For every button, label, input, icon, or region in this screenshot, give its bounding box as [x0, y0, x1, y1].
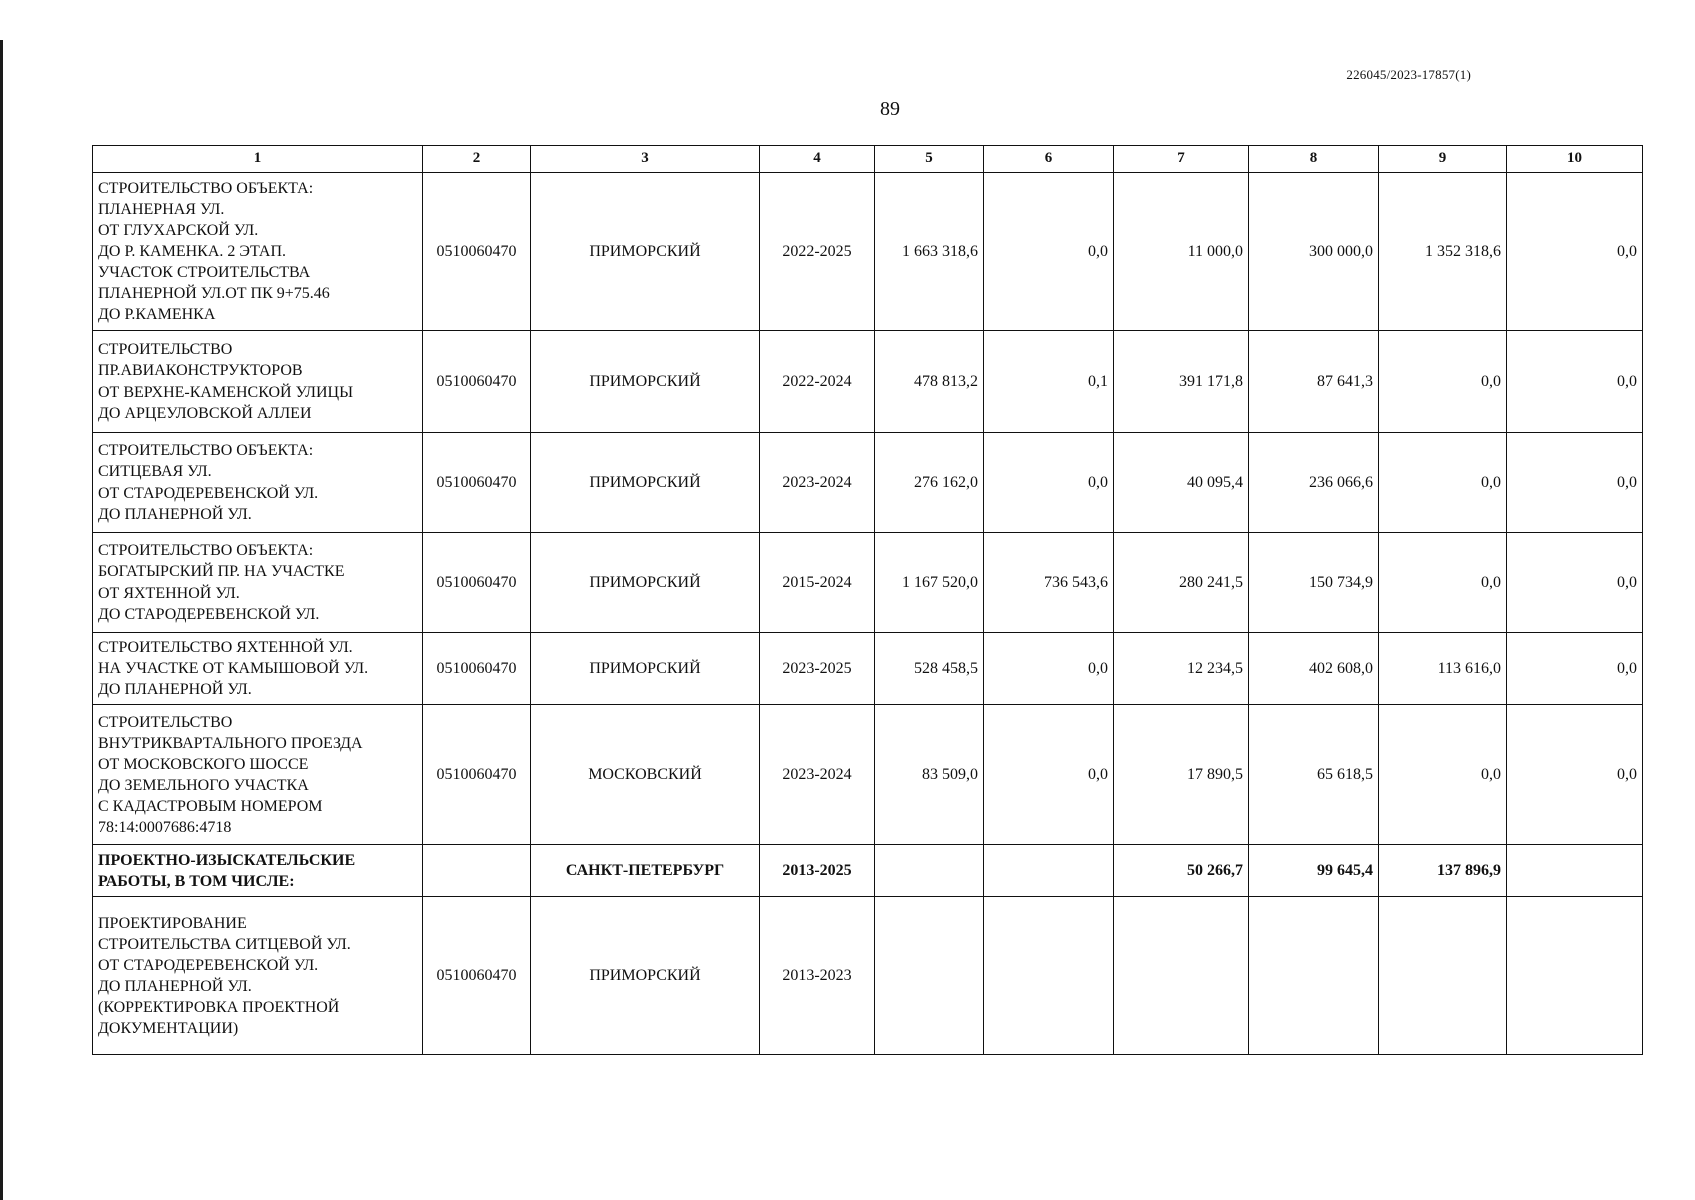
value-col8: 99 645,4: [1249, 845, 1379, 897]
value-col6: 0,0: [984, 705, 1114, 845]
header-cell: 6: [984, 146, 1114, 173]
value-col10: 0,0: [1507, 433, 1643, 533]
header-cell: 2: [423, 146, 531, 173]
district: ПРИМОРСКИЙ: [531, 633, 760, 705]
period: 2022-2025: [760, 173, 875, 331]
value-col10: [1507, 897, 1643, 1055]
value-col9: 1 352 318,6: [1379, 173, 1507, 331]
table-row: [93, 331, 1643, 433]
header-cell: 4: [760, 146, 875, 173]
value-col7: 40 095,4: [1114, 433, 1249, 533]
value-col8: 402 608,0: [1249, 633, 1379, 705]
value-col6: 0,0: [984, 433, 1114, 533]
table-row: [93, 173, 1643, 331]
header-cell: 5: [875, 146, 984, 173]
value-col6: 0,0: [984, 173, 1114, 331]
value-col5: 478 813,2: [875, 331, 984, 433]
page-number: 89: [880, 98, 900, 120]
header-cell: 7: [1114, 146, 1249, 173]
header-cell: 10: [1507, 146, 1643, 173]
period: 2023-2024: [760, 705, 875, 845]
table-row: [93, 533, 1643, 633]
value-col7: 17 890,5: [1114, 705, 1249, 845]
table-row: [93, 897, 1643, 1055]
header-cell: 9: [1379, 146, 1507, 173]
value-col9: [1379, 897, 1507, 1055]
value-col8: 87 641,3: [1249, 331, 1379, 433]
table-row: [93, 845, 1643, 897]
value-col5: 276 162,0: [875, 433, 984, 533]
object-name: СТРОИТЕЛЬСТВО ЯХТЕННОЙ УЛ. НА УЧАСТКЕ ОТ КАМЫШОВОЙ УЛ. ДО ПЛАНЕРНОЙ УЛ.: [93, 633, 423, 705]
value-col7: 12 234,5: [1114, 633, 1249, 705]
header-cell: 1: [93, 146, 423, 173]
district: ПРИМОРСКИЙ: [531, 173, 760, 331]
value-col6: 0,0: [984, 633, 1114, 705]
object-name: ПРОЕКТНО-ИЗЫСКАТЕЛЬСКИЕ РАБОТЫ, В ТОМ ЧИСЛЕ:: [93, 845, 423, 897]
object-name: ПРОЕКТИРОВАНИЕ СТРОИТЕЛЬСТВА СИТЦЕВОЙ УЛ. ОТ СТАРОДЕРЕВЕНСКОЙ УЛ. ДО ПЛАНЕРНОЙ УЛ. (КОРРЕКТИРОВКА ПРОЕКТНОЙ ДОКУМЕНТАЦИИ): [93, 897, 423, 1055]
value-col9: 137 896,9: [1379, 845, 1507, 897]
header-cell: 8: [1249, 146, 1379, 173]
district: ПРИМОРСКИЙ: [531, 433, 760, 533]
value-col9: 0,0: [1379, 705, 1507, 845]
period: 2023-2024: [760, 433, 875, 533]
value-col10: 0,0: [1507, 533, 1643, 633]
table-row: [93, 633, 1643, 705]
value-col7: [1114, 897, 1249, 1055]
value-col5: 1 663 318,6: [875, 173, 984, 331]
budget-code: 0510060470: [423, 897, 531, 1055]
value-col5: [875, 845, 984, 897]
value-col5: 528 458,5: [875, 633, 984, 705]
budget-code: 0510060470: [423, 633, 531, 705]
value-col10: 0,0: [1507, 705, 1643, 845]
value-col5: 83 509,0: [875, 705, 984, 845]
object-name: СТРОИТЕЛЬСТВО ОБЪЕКТА: СИТЦЕВАЯ УЛ. ОТ СТАРОДЕРЕВЕНСКОЙ УЛ. ДО ПЛАНЕРНОЙ УЛ.: [93, 433, 423, 533]
value-col8: 300 000,0: [1249, 173, 1379, 331]
value-col7: 11 000,0: [1114, 173, 1249, 331]
object-name: СТРОИТЕЛЬСТВО ВНУТРИКВАРТАЛЬНОГО ПРОЕЗДА ОТ МОСКОВСКОГО ШОССЕ ДО ЗЕМЕЛЬНОГО УЧАСТКА С КАДАСТРОВЫМ НОМЕРОМ 78:14:0007686:4718: [93, 705, 423, 845]
header-row: [93, 146, 1643, 173]
value-col9: 0,0: [1379, 533, 1507, 633]
value-col6: 736 543,6: [984, 533, 1114, 633]
value-col5: 1 167 520,0: [875, 533, 984, 633]
value-col7: 280 241,5: [1114, 533, 1249, 633]
scan-edge: [0, 40, 3, 1200]
value-col8: [1249, 897, 1379, 1055]
value-col9: 0,0: [1379, 331, 1507, 433]
value-col8: 65 618,5: [1249, 705, 1379, 845]
object-name: СТРОИТЕЛЬСТВО ОБЪЕКТА: БОГАТЫРСКИЙ ПР. НА УЧАСТКЕ ОТ ЯХТЕННОЙ УЛ. ДО СТАРОДЕРЕВЕНСКОЙ УЛ.: [93, 533, 423, 633]
period: 2022-2024: [760, 331, 875, 433]
value-col7: 50 266,7: [1114, 845, 1249, 897]
header-cell: 3: [531, 146, 760, 173]
budget-code: 0510060470: [423, 705, 531, 845]
period: 2013-2023: [760, 897, 875, 1055]
district: МОСКОВСКИЙ: [531, 705, 760, 845]
district: САНКТ-ПЕТЕРБУРГ: [531, 845, 760, 897]
period: 2015-2024: [760, 533, 875, 633]
value-col9: 113 616,0: [1379, 633, 1507, 705]
object-name: СТРОИТЕЛЬСТВО ПР.АВИАКОНСТРУКТОРОВ ОТ ВЕРХНЕ-КАМЕНСКОЙ УЛИЦЫ ДО АРЦЕУЛОВСКОЙ АЛЛЕИ: [93, 331, 423, 433]
value-col5: [875, 897, 984, 1055]
period: 2013-2025: [760, 845, 875, 897]
document-id: 226045/2023-17857(1): [1346, 67, 1471, 82]
value-col6: 0,1: [984, 331, 1114, 433]
value-col10: 0,0: [1507, 633, 1643, 705]
budget-code: 0510060470: [423, 331, 531, 433]
district: ПРИМОРСКИЙ: [531, 533, 760, 633]
value-col8: 236 066,6: [1249, 433, 1379, 533]
value-col9: 0,0: [1379, 433, 1507, 533]
value-col6: [984, 897, 1114, 1055]
value-col10: 0,0: [1507, 173, 1643, 331]
registry-table: [92, 145, 1643, 1055]
table-row: [93, 433, 1643, 533]
value-col10: 0,0: [1507, 331, 1643, 433]
district: ПРИМОРСКИЙ: [531, 897, 760, 1055]
budget-code: [423, 845, 531, 897]
value-col7: 391 171,8: [1114, 331, 1249, 433]
table-row: [93, 705, 1643, 845]
period: 2023-2025: [760, 633, 875, 705]
object-name: СТРОИТЕЛЬСТВО ОБЪЕКТА: ПЛАНЕРНАЯ УЛ. ОТ ГЛУХАРСКОЙ УЛ. ДО Р. КАМЕНКА. 2 ЭТАП. УЧАСТОК СТРОИТЕЛЬСТВА ПЛАНЕРНОЙ УЛ.ОТ ПК 9+75.46 ДО Р.КАМЕНКА: [93, 173, 423, 331]
budget-code: 0510060470: [423, 433, 531, 533]
district: ПРИМОРСКИЙ: [531, 331, 760, 433]
budget-code: 0510060470: [423, 173, 531, 331]
budget-code: 0510060470: [423, 533, 531, 633]
value-col6: [984, 845, 1114, 897]
value-col8: 150 734,9: [1249, 533, 1379, 633]
value-col10: [1507, 845, 1643, 897]
